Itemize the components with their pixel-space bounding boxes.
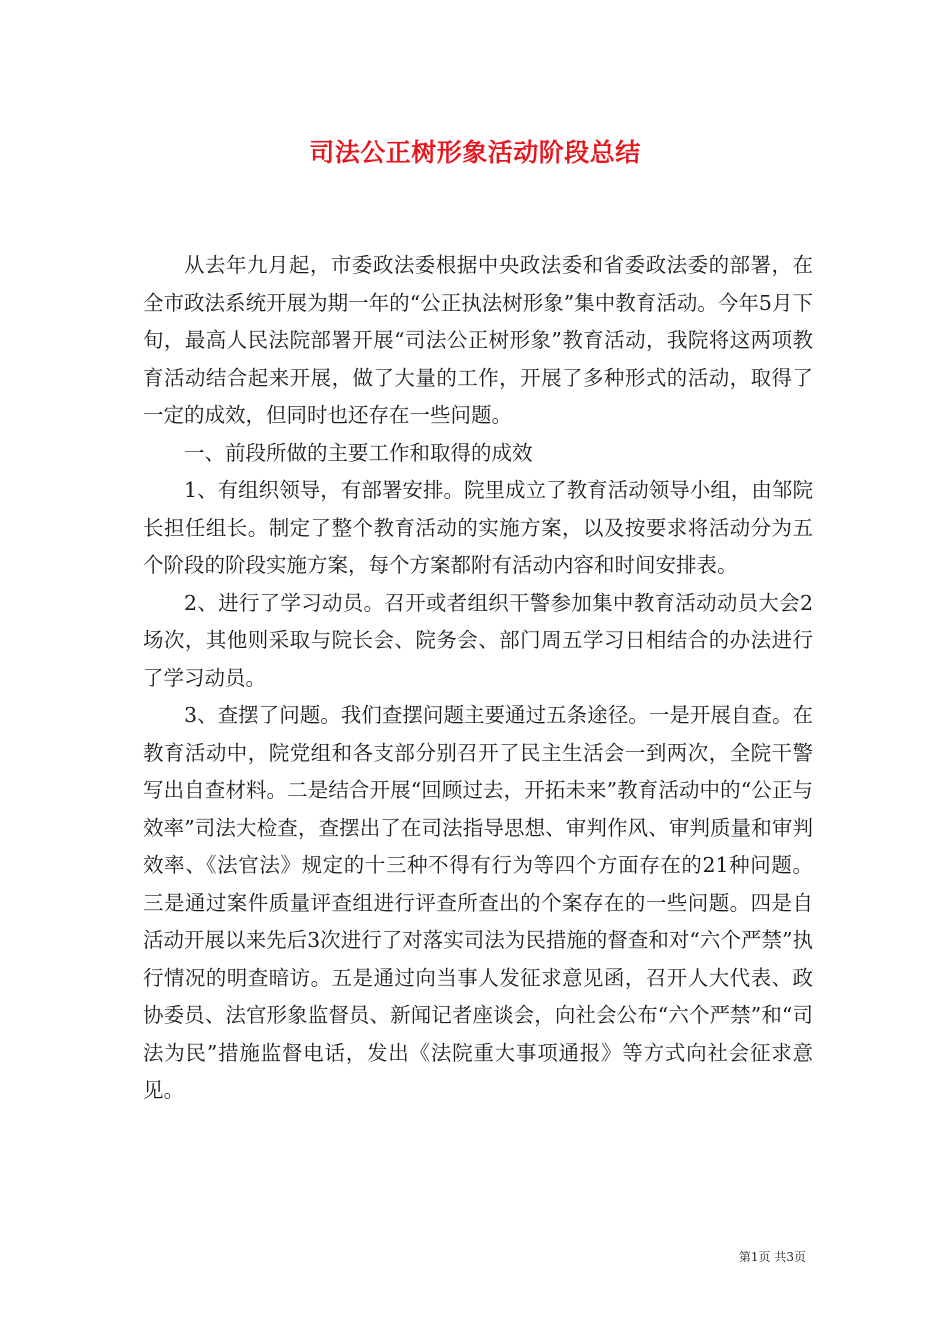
document-body: [143, 247, 813, 1110]
document-title: 司法公正树形象活动阶段总结: [309, 138, 641, 167]
page-number: 第1页 共3页: [738, 1250, 806, 1264]
paragraph-item-3: 3、查摆了问题。我们查摆问题主要通过五条途径。一是开展自查。在教育活动中，院党组和各支部分别召开了民主生活会一到两次，全院干警写出自查材料。二是结合开展“回顾过去，开拓未来”教育活动中的“公正与效率”司法大检查，查摆出了在司法指导思想、审判作风、审判质量和审判效率、《法官法》规定的十三种不得有行为等四个方面存在的21种问题。三是通过案件质量评查组进行评查所查出的个案存在的一些问题。四是自活动开展以来先后3次进行了对落实司法为民措施的督查和对“六个严禁”执行情况的明查暗访。五是通过向当事人发征求意见函，召开人大代表、政协委员、法官形象监督员、新闻记者座谈会，向社会公布“六个严禁”和“司法为民”措施监督电话，发出《法院重大事项通报》等方式向社会征求意见。: [143, 703, 813, 1102]
paragraph-item-1: 1、有组织领导，有部署安排。院里成立了教育活动领导小组，由邹院长担任组长。制定了整个教育活动的实施方案，以及按要求将活动分为五个阶段的阶段实施方案，每个方案都附有活动内容和时间安排表。: [143, 478, 813, 577]
paragraph-intro: 从去年九月起，市委政法委根据中央政法委和省委政法委的部署，在全市政法系统开展为期一年的“公正执法树形象”集中教育活动。今年5月下旬，最高人民法院部署开展“司法公正树形象”教育活动，我院将这两项教育活动结合起来开展，做了大量的工作，开展了多种形式的活动，取得了一定的成效，但同时也还存在一些问题。: [143, 253, 813, 427]
section-heading: 一、前段所做的主要工作和取得的成效: [184, 440, 533, 465]
paragraph-item-2: 2、进行了学习动员。召开或者组织干警参加集中教育活动动员大会2场次，其他则采取与院长会、院务会、部门周五学习日相结合的办法进行了学习动员。: [143, 590, 813, 690]
